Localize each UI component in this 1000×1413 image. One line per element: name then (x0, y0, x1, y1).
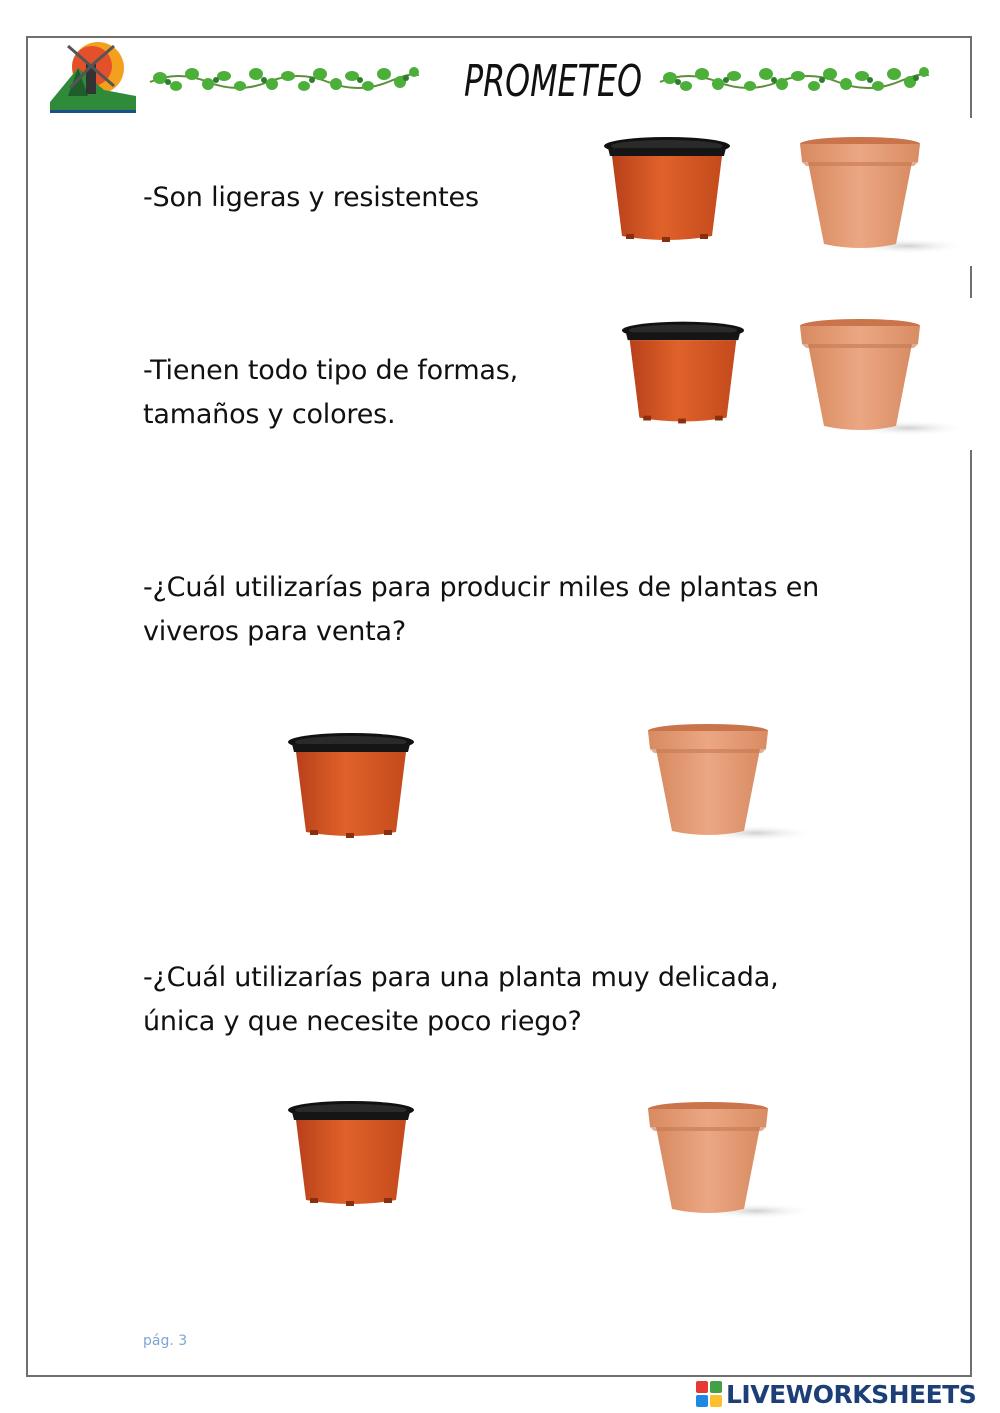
terracotta-pot-answer-option[interactable] (646, 722, 816, 844)
plastic-flower-pot-icon (620, 320, 746, 428)
page-header (48, 38, 948, 118)
page-number: pág. 3 (143, 1333, 188, 1349)
question-nursery-line2: viveros para venta? (143, 616, 407, 647)
liveworksheets-logo-icon (696, 1381, 722, 1407)
statement-light-resistant: -Son ligeras y resistentes (143, 182, 479, 213)
border-gap (968, 118, 974, 266)
plastic-pot-answer-option[interactable] (286, 1100, 416, 1210)
question-delicate-line2: única y que necesite poco riego? (143, 1006, 582, 1037)
question-nursery-line1: -¿Cuál utilizarías para producir miles de plantas en (143, 572, 820, 603)
terracotta-pot-answer-option[interactable] (646, 1100, 816, 1222)
plastic-flower-pot-icon (602, 136, 732, 246)
prometeo-brand-logo (460, 44, 646, 112)
terracotta-flower-pot-icon (798, 318, 968, 438)
brand-text: PROMETEO (464, 56, 642, 107)
windmill-logo-icon (48, 38, 138, 116)
watermark-text: LIVEWORKSHEETS (726, 1379, 977, 1409)
statement-shapes-line1: -Tienen todo tipo de formas, (143, 355, 519, 386)
question-delicate-line1: -¿Cuál utilizarías para una planta muy delicada, (143, 962, 779, 993)
plastic-pot-answer-option[interactable] (286, 732, 416, 842)
ivy-vine-border-icon (658, 58, 930, 98)
liveworksheets-watermark (696, 1378, 976, 1410)
border-gap (968, 298, 974, 450)
terracotta-flower-pot-icon (798, 136, 968, 256)
ivy-vine-border-icon (148, 58, 420, 98)
statement-shapes-line2: tamaños y colores. (143, 399, 396, 430)
